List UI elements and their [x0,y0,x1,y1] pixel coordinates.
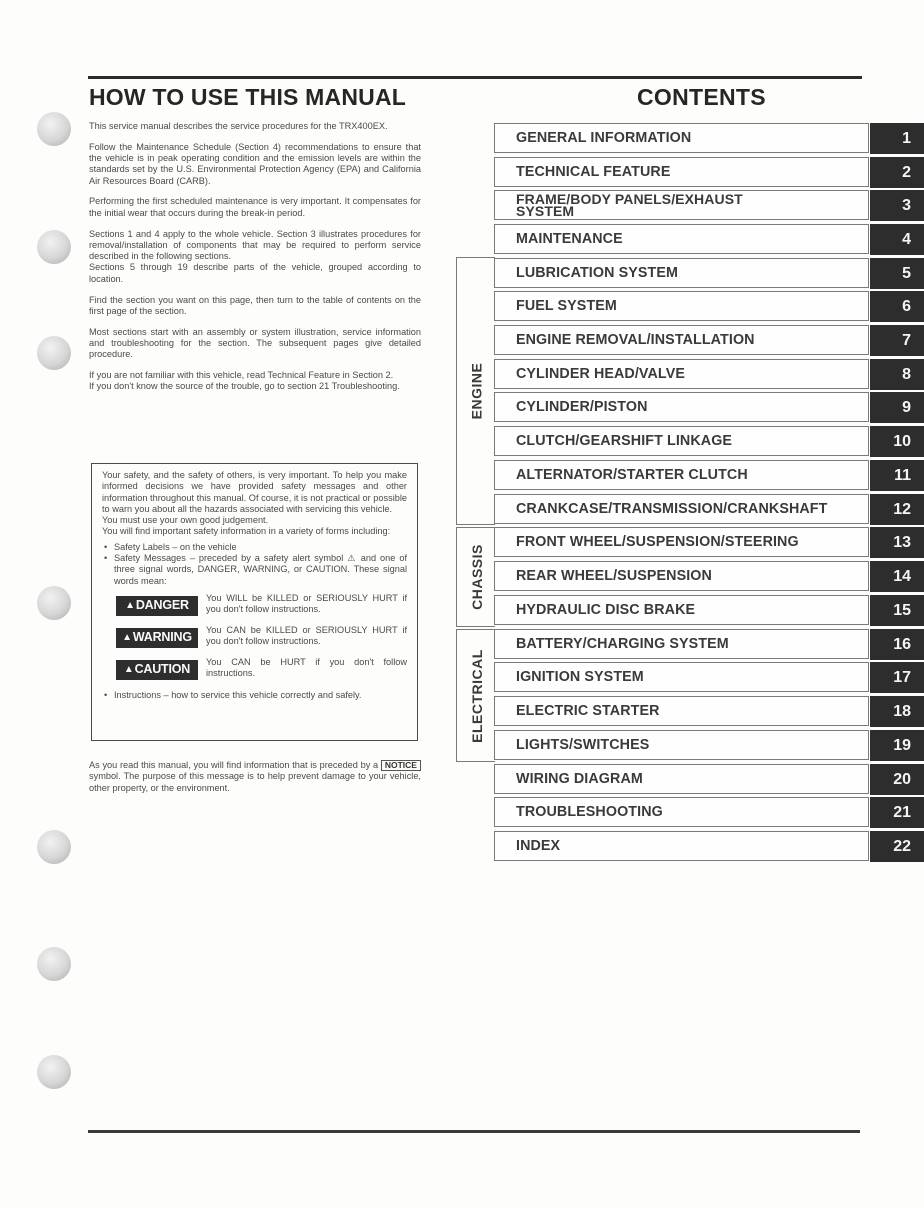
safety-forms: You will find important safety information in a variety of forms including: [102,526,391,537]
safety-intro: Your safety, and the safety of others, is very important. To help you make informed decisions we have provided safety messages and other information throughout this manual. Of course, it is not practical or possible to warn you about all the hazards associated with servicing this vehicle. [102,470,407,514]
toc-item-19[interactable]: LIGHTS/SWITCHES 19 [494,730,924,760]
section-number-tab: 8 [870,359,924,390]
section-number-tab: 2 [870,157,924,188]
toc-item-22[interactable]: INDEX 22 [494,831,924,861]
notice-paragraph: As you read this manual, you will find information that is preceded by a NOTICE symbol. The purpose of this message is to help prevent damage to your vehicle, other property, or the environment. [89,760,421,793]
toc-item-14[interactable]: REAR WHEEL/SUSPENSION 14 [494,561,924,591]
paragraph: Find the section you want on this page, then turn to the table of contents on the first page of the section. [89,294,421,316]
bullet-safety-labels: • Safety Labels – on the vehicle [102,542,407,553]
notice-symbol: NOTICE [381,760,421,771]
section-number-tab: 6 [870,291,924,322]
top-rule [88,76,862,79]
section-number-tab: 13 [870,527,924,558]
toc-item-12[interactable]: CRANKCASE/TRANSMISSION/CRANKSHAFT 12 [494,494,924,524]
page-title-how-to-use: HOW TO USE THIS MANUAL [89,84,407,110]
safety-judgement: You must use your own good judgement. [102,515,269,526]
section-number-tab: 12 [870,494,924,525]
toc-item-17[interactable]: IGNITION SYSTEM 17 [494,662,924,692]
bullet-safety-messages: • Safety Messages – preceded by a safety alert symbol ⚠ and one of three signal words, DANGER, WARNING, or CAUTION. These signal words mean: [102,553,407,587]
alert-triangle-icon: ▲ [125,600,135,612]
section-number-tab: 22 [870,831,924,862]
alert-triangle-icon: ▲ [123,664,134,676]
toc-item-5[interactable]: LUBRICATION SYSTEM 5 [494,258,924,288]
section-number-tab: 14 [870,561,924,592]
binder-hole [37,336,71,370]
section-number-tab: 11 [870,460,924,491]
paragraph: Performing the first scheduled maintenance is very important. It compensates for the initial wear that occurs during the break-in period. [89,196,421,218]
toc-item-7[interactable]: ENGINE REMOVAL/INSTALLATION 7 [494,325,924,355]
section-number-tab: 18 [870,696,924,727]
toc-item-2[interactable]: TECHNICAL FEATURE 2 [494,157,924,187]
toc-item-10[interactable]: CLUTCH/GEARSHIFT LINKAGE 10 [494,426,924,456]
paragraph: If you are not familiar with this vehicle, read Technical Feature in Section 2. [89,370,394,381]
section-number-tab: 9 [870,392,924,423]
bullet-instructions: • Instructions – how to service this vehicle correctly and safely. [102,690,407,701]
section-number-tab: 19 [870,730,924,761]
binder-hole [37,1055,71,1089]
toc-item-18[interactable]: ELECTRIC STARTER 18 [494,696,924,726]
section-number-tab: 16 [870,629,924,660]
intro-text [89,121,421,402]
paragraph: If you don't know the source of the trouble, go to section 21 Troubleshooting. [89,381,400,392]
section-number-tab: 20 [870,764,924,795]
binder-hole [37,230,71,264]
group-engine [456,257,495,525]
section-number-tab: 4 [870,224,924,255]
alert-triangle-icon: ▲ [122,632,132,644]
toc-item-9[interactable]: CYLINDER/PISTON 9 [494,392,924,422]
group-chassis [456,527,495,627]
toc-item-11[interactable]: ALTERNATOR/STARTER CLUTCH 11 [494,460,924,490]
section-number-tab: 1 [870,123,924,154]
toc-item-8[interactable]: CYLINDER HEAD/VALVE 8 [494,359,924,389]
paragraph: Sections 1 and 4 apply to the whole vehicle. Section 3 illustrates procedures for removal/installation of components that may be required to perform service described in the following sections. [89,228,421,262]
paragraph: Most sections start with an assembly or system illustration, service information and troubleshooting for the section. The subsequent pages give detailed procedure. [89,326,421,360]
paragraph: Follow the Maintenance Schedule (Section 4) recommendations to ensure that the vehicle is in peak operating condition and the emission levels are within the standards set by the U.S. Environmental Protection Agency (EPA) and California Air Resources Board (CARB). [89,141,421,186]
warning-text: You CAN be KILLED or SERIOUSLY HURT if you don't follow instructions. [206,624,407,647]
contents-title: CONTENTS [637,84,766,110]
toc-item-6[interactable]: FUEL SYSTEM 6 [494,291,924,321]
binder-hole [37,112,71,146]
section-number-tab: 10 [870,426,924,457]
section-number-tab: 3 [870,190,924,221]
section-number-tab: 15 [870,595,924,626]
group-label-chassis: CHASSIS [468,544,485,610]
danger-label: ▲ DANGER [116,596,198,616]
bottom-rule [88,1130,860,1133]
toc-item-4[interactable]: MAINTENANCE 4 [494,224,924,254]
toc-item-1[interactable]: GENERAL INFORMATION 1 [494,123,924,153]
group-label-engine: ENGINE [468,362,485,420]
safety-box [91,463,418,741]
group-electrical [456,629,495,762]
binder-hole [37,947,71,981]
section-number-tab: 5 [870,258,924,289]
section-number-tab: 7 [870,325,924,356]
signal-caution [116,657,407,680]
group-label-electrical: ELECTRICAL [468,648,485,743]
toc-item-21[interactable]: TROUBLESHOOTING 21 [494,797,924,827]
paragraph: This service manual describes the service procedures for the TRX400EX. [89,121,388,131]
toc-item-16[interactable]: BATTERY/CHARGING SYSTEM 16 [494,629,924,659]
section-number-tab: 21 [870,797,924,828]
binder-hole [37,586,71,620]
toc-item-15[interactable]: HYDRAULIC DISC BRAKE 15 [494,595,924,625]
section-number-tab: 17 [870,662,924,693]
toc-item-20[interactable]: WIRING DIAGRAM 20 [494,764,924,794]
danger-text: You WILL be KILLED or SERIOUSLY HURT if you don't follow instructions. [206,592,407,615]
signal-danger [116,593,407,616]
toc-item-13[interactable]: FRONT WHEEL/SUSPENSION/STEERING 13 [494,527,924,557]
caution-text: You CAN be HURT if you don't follow instructions. [206,656,407,679]
warning-label: ▲ WARNING [116,628,198,648]
caution-label: ▲ CAUTION [116,660,198,680]
toc-item-3[interactable]: FRAME/BODY PANELS/EXHAUST SYSTEM 3 [494,190,924,220]
binder-hole [37,830,71,864]
signal-warning [116,625,407,648]
paragraph: Sections 5 through 19 describe parts of the vehicle, grouped according to location. [89,262,421,284]
